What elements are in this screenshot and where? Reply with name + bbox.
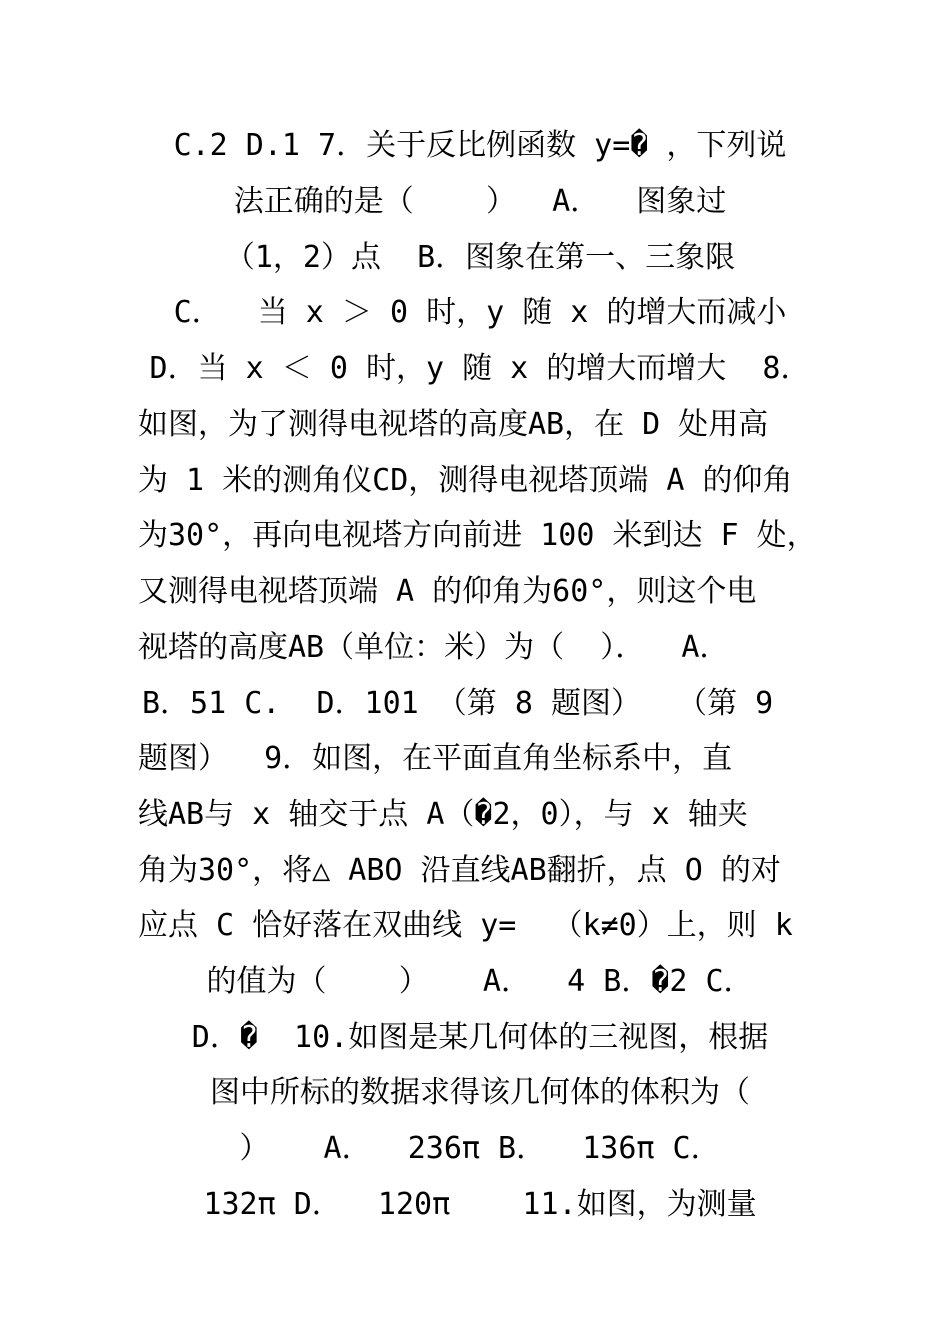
text-line: C． 当 x ＞ 0 时，y 随 x 的增大而减小 (173, 295, 787, 330)
text-line: D．当 x ＜ 0 时，y 随 x 的增大而增大 8． (149, 351, 811, 386)
text-line: 视塔的高度AB（单位：米）为（ ）． A． (138, 630, 730, 665)
text-line: 线AB与 x 轴交于点 A（�2，0），与 x 轴夹 (138, 797, 748, 832)
text-line: （1，2）点 B．图象在第一、三象限 (224, 240, 736, 275)
text-line: 角为30°，将△ ABO 沿直线AB翻折，点 O 的对 (138, 853, 781, 888)
text-line: 的值为（ ） A． 4 B．�2 C． (206, 964, 754, 999)
text-line: 为30°，再向电视塔方向前进 100 米到达 F 处， (138, 518, 817, 553)
text-line: C.2 D.1 7．关于反比例函数 y=� ，下列说 (173, 128, 787, 163)
text-line: 为 1 米的测角仪CD，测得电视塔顶端 A 的仰角 (138, 463, 793, 498)
text-line: D．� 10.如图是某几何体的三视图，根据 (191, 1020, 769, 1055)
text-line: 题图） 9．如图，在平面直角坐标系中，直 (138, 741, 733, 776)
text-line: 又测得电视塔顶端 A 的仰角为60°，则这个电 (138, 574, 757, 609)
text-line: 如图，为了测得电视塔的高度AB，在 D 处用高 (138, 407, 769, 442)
text-line: 应点 C 恰好落在双曲线 y= （k≠0）上，则 k (138, 908, 793, 943)
text-line: 132π D． 120π 11.如图，为测量 (203, 1187, 757, 1222)
text-line: B．51 C. D．101 （第 8 题图） （第 9 (142, 686, 774, 721)
text-line: ） A． 236π B． 136π C． (239, 1131, 721, 1166)
text-line: 法正确的是（ ） A． 图象过 (233, 184, 727, 219)
text-line: 图中所标的数据求得该几何体的体积为（ (210, 1075, 750, 1110)
